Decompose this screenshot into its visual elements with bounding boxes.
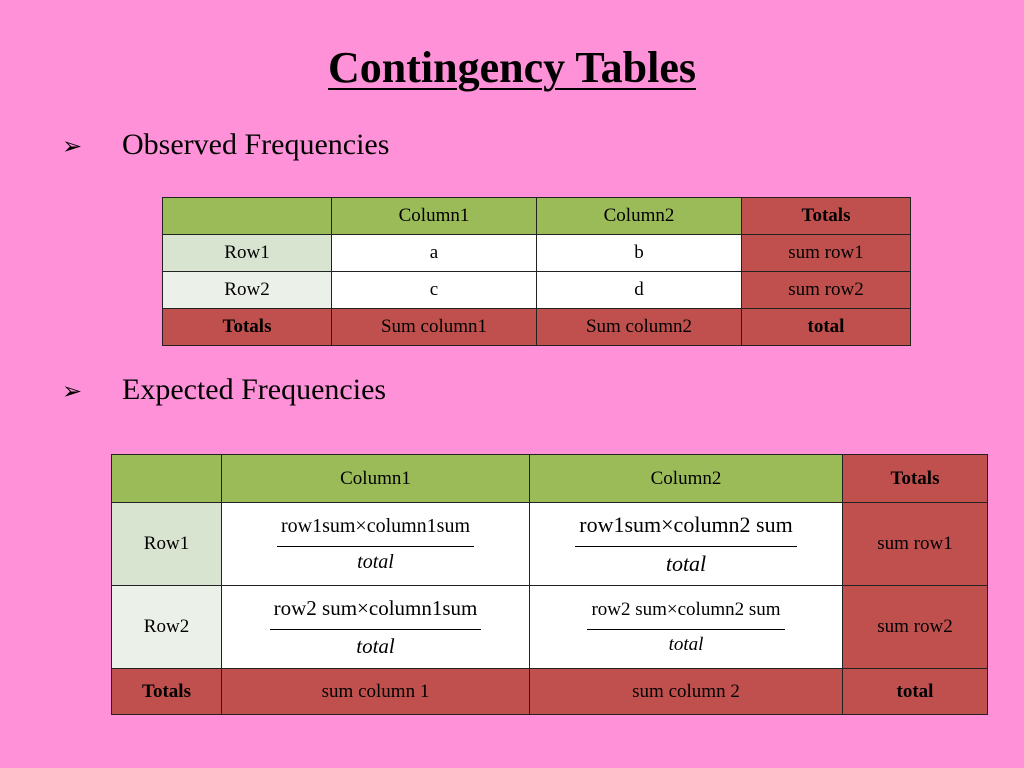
table-cell: sum row1 [742, 235, 911, 272]
row-label: Row2 [163, 272, 332, 309]
table-cell: Sum column1 [332, 309, 537, 346]
table-cell: total [843, 669, 988, 715]
table-cell: a [332, 235, 537, 272]
row-label: Totals [112, 669, 222, 715]
table-cell: b [537, 235, 742, 272]
table-header-cell: Totals [742, 198, 911, 235]
table-row [163, 235, 911, 272]
fraction [575, 512, 796, 577]
table-header-cell: Totals [843, 455, 988, 503]
table-header-cell: Column1 [332, 198, 537, 235]
table-row [112, 669, 988, 715]
table-row [112, 503, 988, 586]
fraction [587, 599, 784, 656]
table-header-cell: Column2 [530, 455, 843, 503]
fraction [270, 596, 482, 659]
row-label: Row1 [163, 235, 332, 272]
fraction-numerator: row1sum×column1sum [277, 515, 474, 547]
fraction-numerator: row1sum×column2 sum [575, 512, 796, 547]
page-title: Contingency Tables [328, 43, 696, 92]
row-label: Row2 [112, 586, 222, 669]
table-cell: c [332, 272, 537, 309]
table-header-cell [163, 198, 332, 235]
table-header-cell [112, 455, 222, 503]
row-label: Row1 [112, 503, 222, 586]
expected-label: Expected Frequencies [122, 373, 387, 406]
observed-table [162, 197, 911, 346]
table-cell [222, 503, 530, 586]
table-cell: total [742, 309, 911, 346]
table-header-cell: Column1 [222, 455, 530, 503]
fraction-denominator: total [668, 633, 704, 655]
arrow-bullet-icon: ➢ [62, 132, 83, 160]
observed-label: Observed Frequencies [122, 128, 390, 161]
table-row [112, 586, 988, 669]
table-cell [530, 503, 843, 586]
table-cell: sum column 1 [222, 669, 530, 715]
table-header-cell: Column2 [537, 198, 742, 235]
row-label: Totals [163, 309, 332, 346]
fraction-numerator: row2 sum×column2 sum [587, 599, 784, 630]
table-cell: sum row2 [742, 272, 911, 309]
expected-table [111, 454, 988, 715]
table-row [163, 272, 911, 309]
fraction-denominator: total [357, 550, 394, 573]
expected-bullet [62, 373, 386, 407]
table-cell [222, 586, 530, 669]
fraction-numerator: row2 sum×column1sum [270, 596, 482, 630]
table-cell: sum row1 [843, 503, 988, 586]
fraction-denominator: total [356, 633, 395, 658]
fraction-denominator: total [665, 550, 707, 576]
table-cell: sum row2 [843, 586, 988, 669]
fraction [277, 515, 474, 574]
table-cell: d [537, 272, 742, 309]
table-cell: Sum column2 [537, 309, 742, 346]
arrow-bullet-icon: ➢ [62, 377, 83, 405]
observed-bullet [62, 128, 389, 162]
table-cell [530, 586, 843, 669]
table-cell: sum column 2 [530, 669, 843, 715]
table-row [163, 309, 911, 346]
